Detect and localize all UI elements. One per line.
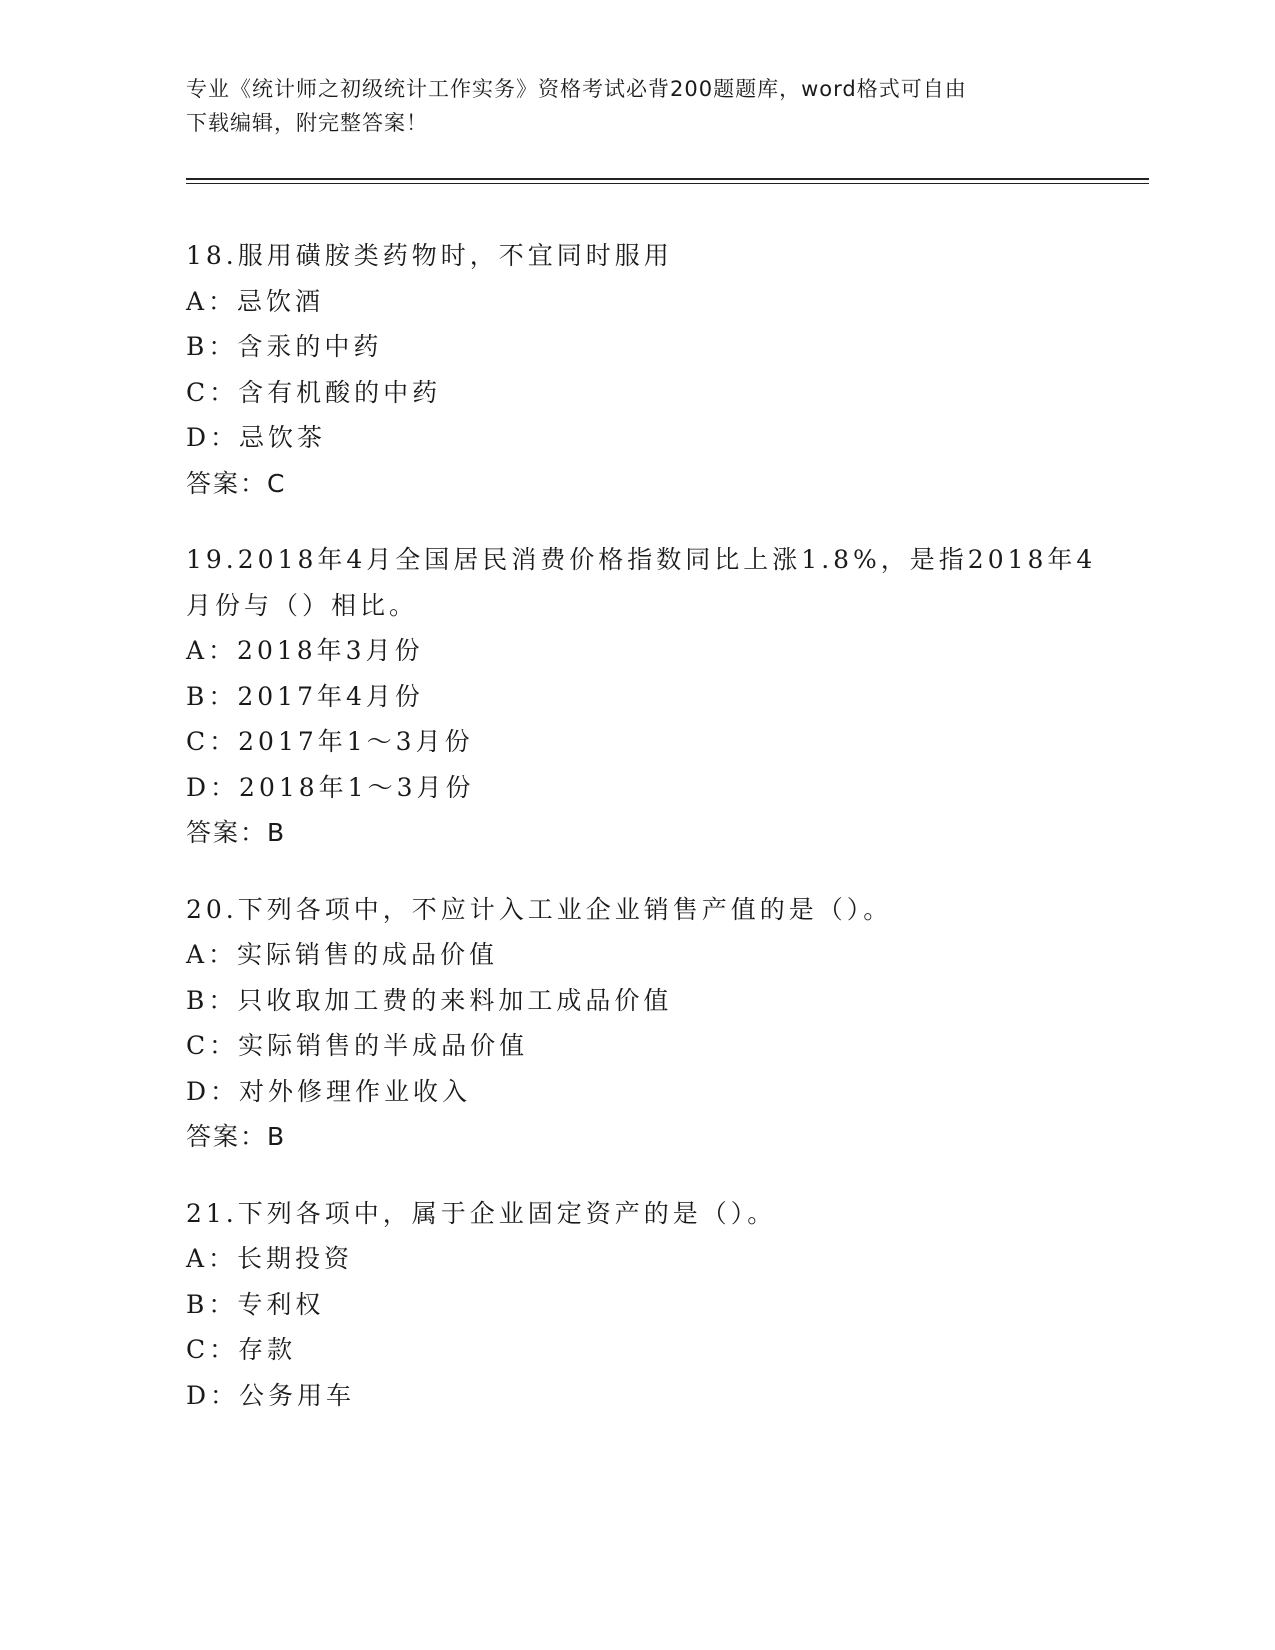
option-a: A：2018年3月份 xyxy=(186,636,424,665)
header-line-2: 下载编辑，附完整答案！ xyxy=(186,111,428,135)
question-20 xyxy=(186,887,1086,1160)
header-line-1: 专业《统计师之初级统计工作实务》资格考试必背200题题库，word格式可自由 xyxy=(186,77,967,101)
header-divider-thin xyxy=(186,183,1149,184)
option-a: A：长期投资 xyxy=(186,1244,354,1273)
question-stem: 20.下列各项中，不应计入工业企业销售产值的是（）。 xyxy=(186,894,893,924)
option-b: B：2017年4月份 xyxy=(186,681,424,711)
question-stem-line-2: 月份与（）相比。 xyxy=(186,590,419,620)
answer-label: 答案：B xyxy=(186,818,287,847)
option-c: C：实际销售的半成品价值 xyxy=(186,1031,529,1060)
option-c: C：2017年1～3月份 xyxy=(186,727,474,756)
option-b: B：只收取加工费的来料加工成品价值 xyxy=(186,985,673,1015)
option-a: A：忌饮酒 xyxy=(186,286,325,316)
question-stem: 21.下列各项中，属于企业固定资产的是（）。 xyxy=(186,1198,777,1228)
option-b: B：含汞的中药 xyxy=(186,332,383,361)
option-d: D：2018年1～3月份 xyxy=(186,772,475,802)
option-a: A：实际销售的成品价值 xyxy=(186,940,499,969)
answer-label: 答案：B xyxy=(186,1122,287,1151)
option-c: C：存款 xyxy=(186,1335,297,1364)
option-d: D：对外修理作业收入 xyxy=(186,1076,472,1106)
header-divider-thick xyxy=(186,178,1149,180)
question-21 xyxy=(186,1191,1086,1419)
option-b: B：专利权 xyxy=(186,1289,325,1319)
answer-label: 答案：C xyxy=(186,468,287,498)
option-c: C：含有机酸的中药 xyxy=(186,377,442,407)
question-list xyxy=(186,233,1097,1449)
document-header xyxy=(186,72,1086,140)
question-18 xyxy=(186,233,1086,506)
option-d: D：忌饮茶 xyxy=(186,423,327,452)
option-d: D：公务用车 xyxy=(186,1380,356,1410)
question-stem-line-1: 19.2018年4月全国居民消费价格指数同比上涨1.8%，是指2018年4 xyxy=(186,545,1097,574)
question-stem: 18.服用磺胺类药物时，不宜同时服用 xyxy=(186,241,673,270)
question-19 xyxy=(186,537,1097,856)
